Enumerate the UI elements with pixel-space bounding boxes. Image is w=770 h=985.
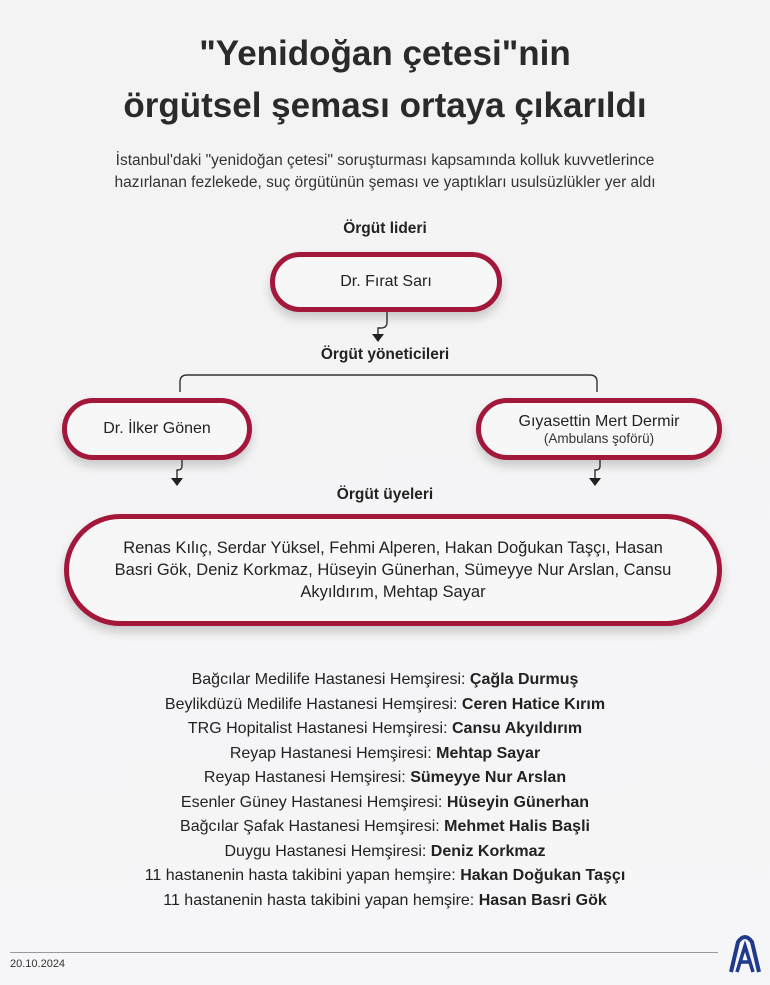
- person-name: Mehtap Sayar: [436, 744, 541, 762]
- role-text: Bağcılar Şafak Hastanesi Hemşiresi:: [180, 818, 445, 835]
- footer-date: 20.10.2024: [10, 958, 66, 970]
- leader-label: Örgüt lideri: [343, 220, 427, 237]
- person-name: Ceren Hatice Kırım: [461, 695, 606, 713]
- person-name: Sümeyye Nur Arslan: [410, 769, 567, 786]
- subtitle-line: hazırlanan fezlekede, suç örgütünün şeması ve yaptıkları usulsüzlükler yer aldı: [114, 174, 656, 191]
- role-row: [0, 766, 770, 791]
- members-list: Renas Kılıç, Serdar Yüksel, Fehmi Alperen, Hakan Doğukan Taşçı, Hasan Basri Gök, Deniz Korkmaz, Hüseyin Günerhan, Sümeyye Nur Arslan, Cansu Akyıldırım, Mehtap Sayar: [114, 539, 672, 601]
- manager-box-left: [62, 398, 252, 460]
- role-row: [0, 742, 770, 767]
- manager-note: (Ambulans şoförü): [543, 430, 655, 446]
- arrow-head-icon: [589, 478, 601, 486]
- managers-label: Örgüt yöneticileri: [320, 346, 450, 363]
- person-name: Çağla Durmuş: [469, 671, 579, 688]
- person-name: Cansu Akyıldırım: [451, 720, 583, 737]
- subtitle-line: İstanbul'daki "yenidoğan çetesi" soruşturması kapsamında kolluk kuvvetlerince: [115, 152, 655, 169]
- person-name: Deniz Korkmaz: [430, 842, 546, 860]
- arrow-head-icon: [171, 478, 183, 486]
- role-row: [0, 864, 770, 889]
- role-text: 11 hastanenin hasta takibini yapan hemşire:: [144, 867, 461, 884]
- role-text: Beylikdüzü Medilife Hastanesi Hemşiresi:: [164, 695, 462, 713]
- leader-box: [270, 252, 502, 312]
- role-row: [0, 815, 770, 840]
- role-text: TRG Hopitalist Hastanesi Hemşiresi:: [187, 720, 452, 737]
- role-text: Reyap Hastanesi Hemşiresi:: [203, 769, 411, 786]
- role-row: [0, 889, 770, 914]
- role-row: [0, 668, 770, 693]
- person-name: Hakan Doğukan Taşçı: [460, 867, 626, 884]
- leader-name: Dr. Fırat Sarı: [340, 273, 432, 290]
- managers-bracket: [180, 375, 597, 392]
- person-name: Mehmet Halis Başli: [444, 818, 590, 835]
- title-line: "Yenidoğan çetesi"nin: [199, 34, 571, 73]
- role-text: Bağcılar Medilife Hastanesi Hemşiresi:: [191, 671, 470, 688]
- footer-divider: [10, 952, 718, 953]
- role-row: [0, 791, 770, 816]
- person-name: Hasan Basri Gök: [478, 891, 607, 909]
- manager-name: Gıyasettin Mert Dermir: [518, 412, 680, 430]
- role-text: Reyap Hastanesi Hemşiresi:: [229, 744, 437, 762]
- role-text: Esenler Güney Hastanesi Hemşiresi:: [180, 793, 447, 811]
- role-row: [0, 693, 770, 718]
- person-name: Hüseyin Günerhan: [446, 793, 590, 811]
- manager-box-right: [476, 398, 722, 460]
- members-box: [64, 514, 722, 626]
- role-row: [0, 717, 770, 742]
- arrow-head-icon: [372, 334, 384, 342]
- roles-list: [0, 668, 770, 913]
- aa-logo-icon: [728, 934, 762, 974]
- title-line: örgütsel şeması ortaya çıkarıldı: [123, 86, 647, 125]
- role-row: [0, 840, 770, 865]
- role-text: Duygu Hastanesi Hemşiresi:: [224, 842, 431, 860]
- role-text: 11 hastanenin hasta takibini yapan hemşire:: [163, 891, 479, 909]
- manager-name: Dr. İlker Gönen: [103, 420, 211, 437]
- members-label: Örgüt üyeleri: [336, 486, 434, 503]
